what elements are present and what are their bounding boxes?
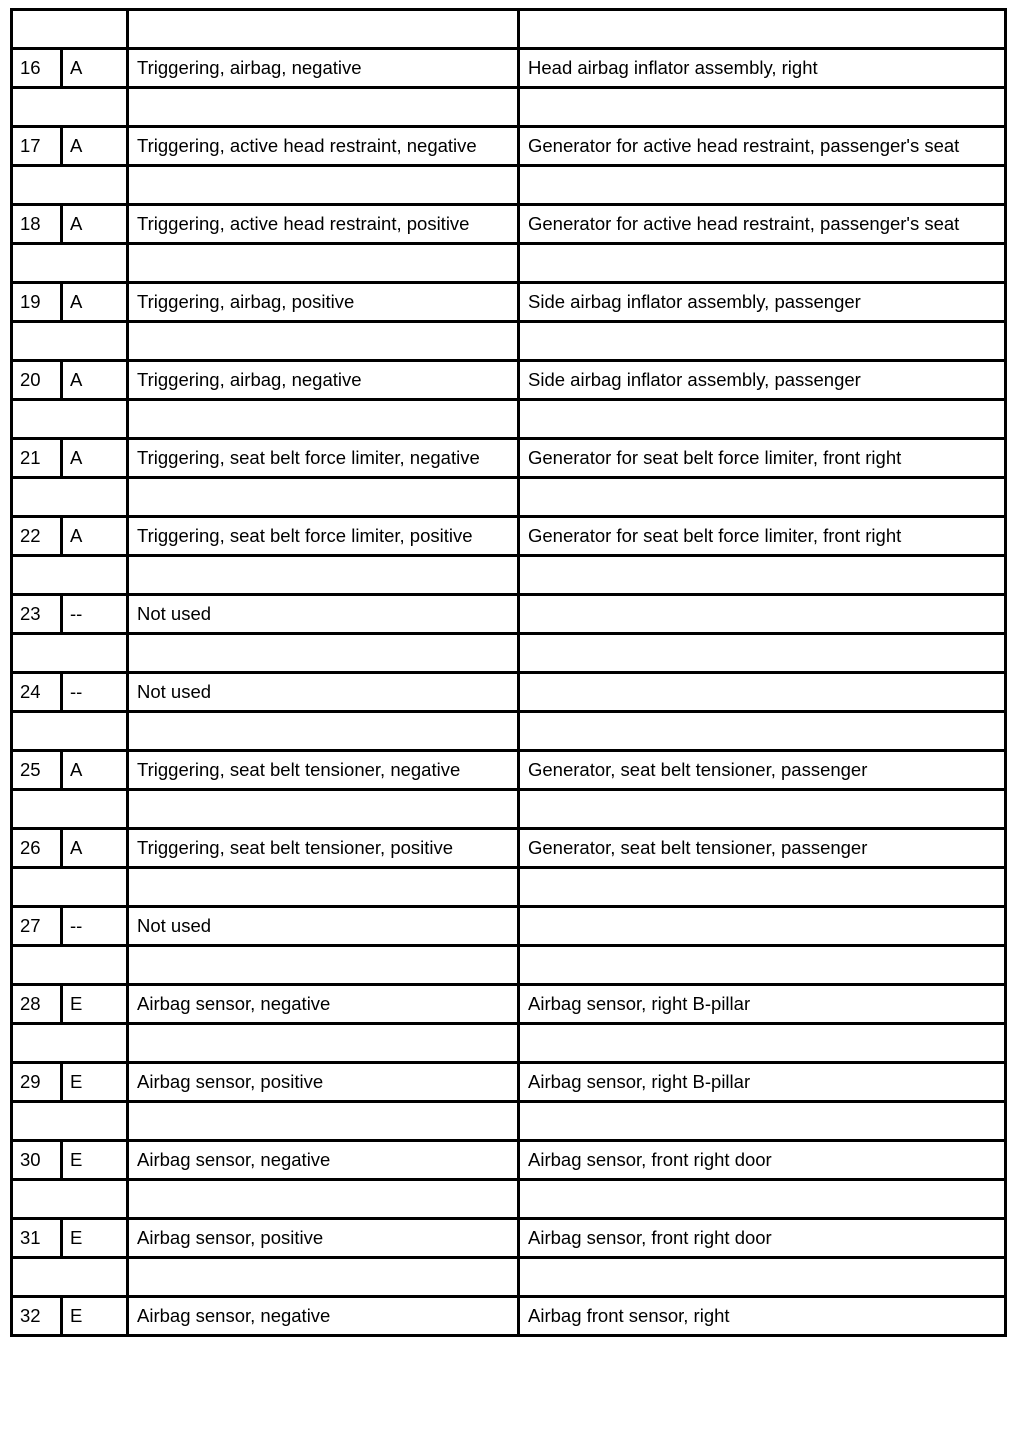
- empty-cell: [519, 244, 1006, 283]
- empty-cell: [12, 1024, 62, 1063]
- pin-number-cell: 18: [12, 205, 62, 244]
- pin-number-cell: 20: [12, 361, 62, 400]
- pin-function-cell: Not used: [128, 673, 519, 712]
- empty-cell: [519, 88, 1006, 127]
- pin-function-cell: Triggering, seat belt force limiter, positive: [128, 517, 519, 556]
- empty-cell: [62, 790, 128, 829]
- spacer-row: [12, 400, 1006, 439]
- table-row: [12, 49, 1006, 88]
- pin-number-cell: 31: [12, 1219, 62, 1258]
- table-row: [12, 1141, 1006, 1180]
- empty-cell: [128, 244, 519, 283]
- empty-cell: [62, 1102, 128, 1141]
- pin-component-cell: Generator for active head restraint, passenger's seat: [519, 205, 1006, 244]
- pin-type-cell: --: [62, 595, 128, 634]
- pin-component-cell: [519, 907, 1006, 946]
- pin-component-cell: Side airbag inflator assembly, passenger: [519, 283, 1006, 322]
- pin-type-cell: A: [62, 751, 128, 790]
- pin-component-cell: Generator for seat belt force limiter, front right: [519, 517, 1006, 556]
- table-row: [12, 595, 1006, 634]
- pin-number-cell: 28: [12, 985, 62, 1024]
- empty-cell: [519, 400, 1006, 439]
- pin-component-cell: Generator, seat belt tensioner, passenger: [519, 751, 1006, 790]
- pin-assignment-table: [10, 8, 1007, 1337]
- table-row: [12, 1297, 1006, 1336]
- pin-function-cell: Not used: [128, 595, 519, 634]
- table-row: [12, 985, 1006, 1024]
- pin-component-cell: Airbag sensor, front right door: [519, 1141, 1006, 1180]
- pin-function-cell: Triggering, seat belt tensioner, positive: [128, 829, 519, 868]
- pin-type-cell: A: [62, 205, 128, 244]
- empty-cell: [128, 400, 519, 439]
- table-row: [12, 361, 1006, 400]
- spacer-row: [12, 556, 1006, 595]
- empty-cell: [62, 10, 128, 49]
- empty-cell: [12, 1258, 62, 1297]
- empty-cell: [128, 634, 519, 673]
- pin-function-cell: Triggering, seat belt force limiter, negative: [128, 439, 519, 478]
- empty-cell: [519, 166, 1006, 205]
- empty-cell: [62, 946, 128, 985]
- empty-cell: [128, 166, 519, 205]
- empty-cell: [62, 1180, 128, 1219]
- empty-cell: [12, 712, 62, 751]
- empty-cell: [519, 556, 1006, 595]
- empty-cell: [128, 946, 519, 985]
- pin-function-cell: Airbag sensor, negative: [128, 1141, 519, 1180]
- empty-cell: [12, 478, 62, 517]
- table-row: [12, 751, 1006, 790]
- empty-cell: [519, 634, 1006, 673]
- spacer-row: [12, 88, 1006, 127]
- table-row: [12, 127, 1006, 166]
- pin-type-cell: A: [62, 49, 128, 88]
- empty-cell: [12, 400, 62, 439]
- pin-type-cell: --: [62, 673, 128, 712]
- pin-component-cell: Airbag sensor, front right door: [519, 1219, 1006, 1258]
- pin-type-cell: A: [62, 439, 128, 478]
- empty-cell: [12, 556, 62, 595]
- table-row: [12, 283, 1006, 322]
- pin-component-cell: Airbag sensor, right B-pillar: [519, 985, 1006, 1024]
- table-row: [12, 1063, 1006, 1102]
- empty-cell: [62, 712, 128, 751]
- pin-component-cell: Generator for seat belt force limiter, front right: [519, 439, 1006, 478]
- pin-type-cell: A: [62, 361, 128, 400]
- empty-cell: [128, 868, 519, 907]
- empty-cell: [62, 88, 128, 127]
- table-row: [12, 673, 1006, 712]
- pin-number-cell: 24: [12, 673, 62, 712]
- empty-cell: [519, 1180, 1006, 1219]
- spacer-row: [12, 10, 1006, 49]
- pin-number-cell: 17: [12, 127, 62, 166]
- pin-table-body: [12, 10, 1006, 1336]
- pin-number-cell: 25: [12, 751, 62, 790]
- pin-function-cell: Triggering, airbag, negative: [128, 361, 519, 400]
- empty-cell: [12, 946, 62, 985]
- empty-cell: [62, 478, 128, 517]
- empty-cell: [12, 244, 62, 283]
- pin-number-cell: 19: [12, 283, 62, 322]
- empty-cell: [128, 478, 519, 517]
- pin-type-cell: E: [62, 1297, 128, 1336]
- empty-cell: [62, 166, 128, 205]
- spacer-row: [12, 1180, 1006, 1219]
- pin-component-cell: Generator for active head restraint, passenger's seat: [519, 127, 1006, 166]
- pin-number-cell: 26: [12, 829, 62, 868]
- empty-cell: [128, 1258, 519, 1297]
- spacer-row: [12, 478, 1006, 517]
- pin-function-cell: Airbag sensor, negative: [128, 1297, 519, 1336]
- pin-number-cell: 30: [12, 1141, 62, 1180]
- pin-component-cell: Side airbag inflator assembly, passenger: [519, 361, 1006, 400]
- pin-type-cell: E: [62, 1063, 128, 1102]
- pin-function-cell: Airbag sensor, negative: [128, 985, 519, 1024]
- empty-cell: [128, 1180, 519, 1219]
- pin-function-cell: Triggering, active head restraint, positive: [128, 205, 519, 244]
- table-row: [12, 439, 1006, 478]
- spacer-row: [12, 946, 1006, 985]
- empty-cell: [12, 1102, 62, 1141]
- pin-type-cell: E: [62, 1141, 128, 1180]
- pin-function-cell: Not used: [128, 907, 519, 946]
- pin-function-cell: Triggering, airbag, negative: [128, 49, 519, 88]
- empty-cell: [62, 1024, 128, 1063]
- empty-cell: [12, 790, 62, 829]
- pin-number-cell: 16: [12, 49, 62, 88]
- spacer-row: [12, 712, 1006, 751]
- table-row: [12, 517, 1006, 556]
- spacer-row: [12, 1024, 1006, 1063]
- empty-cell: [128, 10, 519, 49]
- pin-type-cell: A: [62, 829, 128, 868]
- pin-type-cell: E: [62, 985, 128, 1024]
- empty-cell: [62, 868, 128, 907]
- pin-component-cell: [519, 673, 1006, 712]
- empty-cell: [128, 88, 519, 127]
- pin-function-cell: Triggering, active head restraint, negative: [128, 127, 519, 166]
- spacer-row: [12, 868, 1006, 907]
- empty-cell: [62, 1258, 128, 1297]
- empty-cell: [128, 322, 519, 361]
- empty-cell: [128, 1102, 519, 1141]
- empty-cell: [519, 1024, 1006, 1063]
- empty-cell: [12, 166, 62, 205]
- empty-cell: [128, 790, 519, 829]
- empty-cell: [128, 556, 519, 595]
- empty-cell: [128, 712, 519, 751]
- pin-component-cell: Airbag front sensor, right: [519, 1297, 1006, 1336]
- empty-cell: [519, 868, 1006, 907]
- pin-component-cell: Airbag sensor, right B-pillar: [519, 1063, 1006, 1102]
- empty-cell: [519, 712, 1006, 751]
- pin-number-cell: 27: [12, 907, 62, 946]
- table-row: [12, 907, 1006, 946]
- spacer-row: [12, 244, 1006, 283]
- empty-cell: [519, 1102, 1006, 1141]
- pin-type-cell: A: [62, 517, 128, 556]
- empty-cell: [12, 10, 62, 49]
- empty-cell: [519, 790, 1006, 829]
- pin-type-cell: A: [62, 127, 128, 166]
- spacer-row: [12, 1258, 1006, 1297]
- empty-cell: [62, 400, 128, 439]
- empty-cell: [62, 244, 128, 283]
- empty-cell: [519, 1258, 1006, 1297]
- empty-cell: [519, 322, 1006, 361]
- empty-cell: [12, 1180, 62, 1219]
- pin-function-cell: Triggering, seat belt tensioner, negative: [128, 751, 519, 790]
- pin-type-cell: --: [62, 907, 128, 946]
- spacer-row: [12, 634, 1006, 673]
- pin-function-cell: Airbag sensor, positive: [128, 1063, 519, 1102]
- pin-component-cell: Generator, seat belt tensioner, passenger: [519, 829, 1006, 868]
- pin-number-cell: 23: [12, 595, 62, 634]
- spacer-row: [12, 1102, 1006, 1141]
- pin-number-cell: 22: [12, 517, 62, 556]
- empty-cell: [12, 868, 62, 907]
- table-row: [12, 829, 1006, 868]
- empty-cell: [62, 556, 128, 595]
- pin-function-cell: Airbag sensor, positive: [128, 1219, 519, 1258]
- pin-number-cell: 29: [12, 1063, 62, 1102]
- empty-cell: [12, 88, 62, 127]
- spacer-row: [12, 322, 1006, 361]
- empty-cell: [62, 634, 128, 673]
- empty-cell: [62, 322, 128, 361]
- empty-cell: [519, 946, 1006, 985]
- spacer-row: [12, 166, 1006, 205]
- pin-type-cell: E: [62, 1219, 128, 1258]
- empty-cell: [519, 10, 1006, 49]
- empty-cell: [12, 322, 62, 361]
- pin-number-cell: 32: [12, 1297, 62, 1336]
- table-row: [12, 205, 1006, 244]
- pin-function-cell: Triggering, airbag, positive: [128, 283, 519, 322]
- empty-cell: [128, 1024, 519, 1063]
- pin-type-cell: A: [62, 283, 128, 322]
- spacer-row: [12, 790, 1006, 829]
- pin-component-cell: [519, 595, 1006, 634]
- pin-number-cell: 21: [12, 439, 62, 478]
- pin-component-cell: Head airbag inflator assembly, right: [519, 49, 1006, 88]
- empty-cell: [519, 478, 1006, 517]
- table-row: [12, 1219, 1006, 1258]
- empty-cell: [12, 634, 62, 673]
